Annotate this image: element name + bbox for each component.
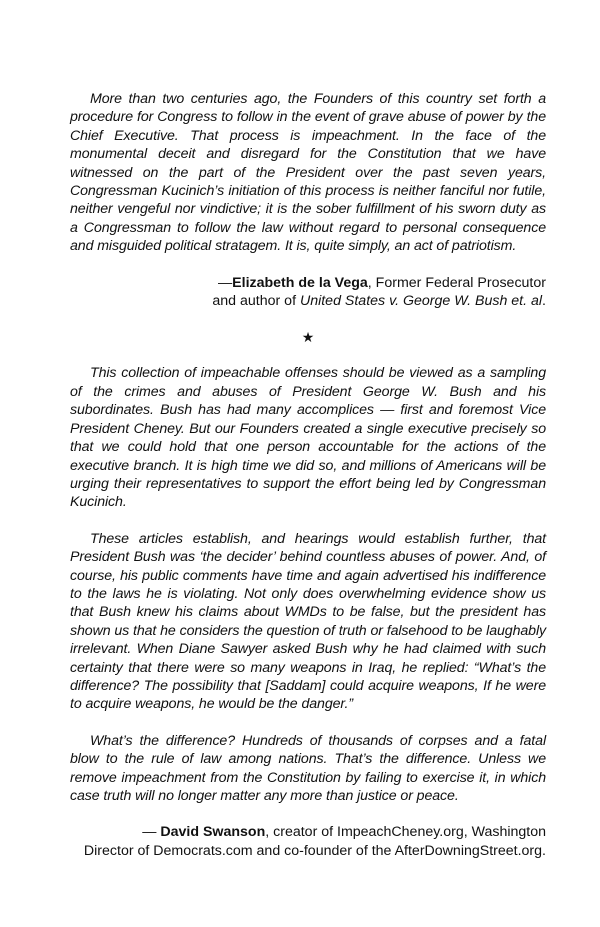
quote-de-la-vega: More than two centuries ago, the Founders of this country set forth a procedure for Congress to follow in the event of grave abuse of power by the Chief Executive. That process is impeachment. In the face of the monumental deceit and disregard for the Constitution that we have witnessed on the part of the President over the past seven years, Congressman Kucinich’s initiation of this process is neither fanciful nor futile, neither vengeful nor vindictive; it is the sober fulfillment of his sworn duty as a Congressman to follow the law without regard to personal consequence and misguided political stratagem. It is, quite simply, an act of patriotism. — [70, 91, 546, 255]
attribution-name: Elizabeth de la Vega — [232, 274, 368, 291]
attribution-dash: — — [142, 824, 161, 841]
quote-swanson-2: These articles establish, and hearings would establish further, that President Bush was ‘the decider’ behind countless abuses of power. And, of course, his public comments have time and again advertised his indifference to the laws he is violating. Not only does overwhelming evidence show us that Bush knew his claims about WMDs to be false, but the president has shown us that he considers the question of truth or falsehood to be laughably irrelevant. When Diane Sawyer asked Bush why he had claimed with such certainty that there were so many weapons in Iraq, he replied: “What’s the difference? The possibility that [Saddam] could acquire weapons, If he were to acquire weapons, he would be the danger.” — [70, 530, 546, 713]
book-title: United States v. George W. Bush et. al — [299, 293, 543, 310]
attribution-swanson — [70, 823, 546, 860]
attribution-role: , Former Federal Prosecutor — [367, 274, 546, 291]
attribution-de-la-vega — [70, 274, 546, 311]
star-separator-icon: ★ — [301, 329, 315, 346]
attribution-line-1 — [70, 274, 546, 292]
document-page — [70, 90, 546, 860]
attribution-name: David Swanson — [160, 824, 266, 841]
attribution-line2-suffix: . — [542, 293, 546, 310]
attribution-dash: — — [217, 274, 233, 291]
attribution-line-2: Director of Democrats.com and co-founder of the AfterDowningStreet.org. — [83, 842, 546, 859]
attribution-line-1 — [70, 823, 546, 841]
attribution-role: , creator of ImpeachCheney.org, Washington — [265, 824, 546, 841]
attribution-line-2 — [70, 292, 546, 310]
quote-swanson-3: What’s the difference? Hundreds of thousands of corpses and a fatal blow to the rule of law among nations. That’s the difference. Unless we remove impeachment from the Constitution by failing to exercise it, in which case truth will no longer matter any more than justice or peace. — [70, 732, 546, 804]
quote-swanson-1: This collection of impeachable offenses should be viewed as a sampling of the crimes and abuses of President George W. Bush and his subordinates. Bush has had many accomplices — first and foremost Vice President Cheney. But our Founders created a single executive precisely so that we could hold that one person accountable for the actions of the executive branch. It is high time we did so, and millions of Americans will be urging their representatives to support the effort being led by Congressman Kucinich. — [70, 365, 546, 511]
attribution-line2-prefix: and author of — [212, 293, 300, 310]
